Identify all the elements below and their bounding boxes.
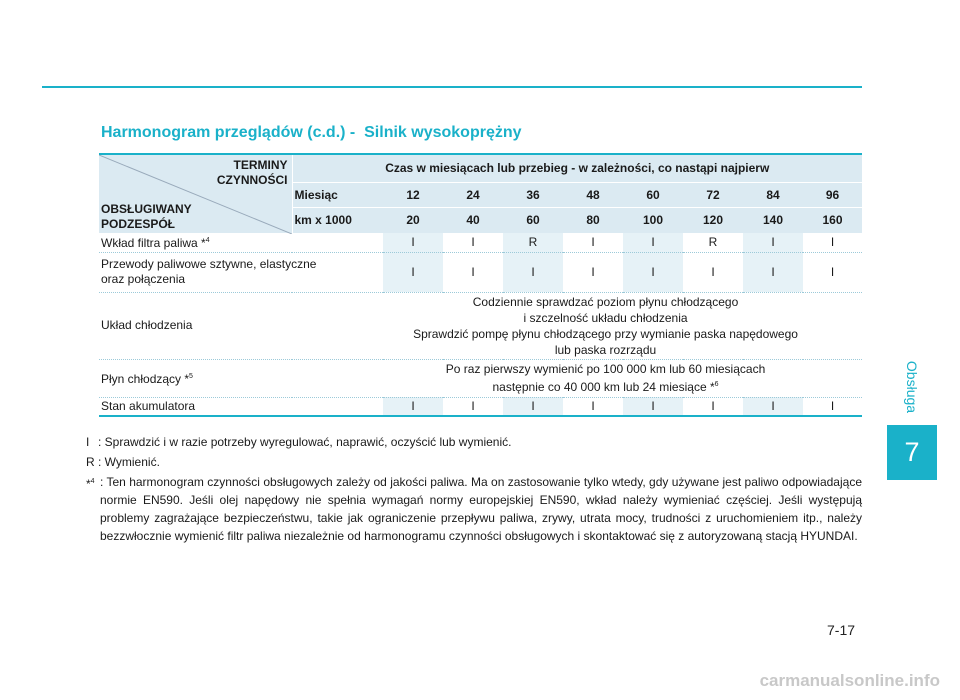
schedule-value: I [743, 252, 803, 292]
schedule-value: I [563, 397, 623, 416]
table-row-cooling [99, 292, 862, 359]
month-value: 36 [503, 182, 563, 207]
schedule-value: I [383, 252, 443, 292]
chapter-number: 7 [887, 425, 937, 480]
schedule-value: I [803, 397, 862, 416]
schedule-value: R [503, 233, 563, 252]
km-value: 140 [743, 207, 803, 233]
schedule-value: I [623, 397, 683, 416]
schedule-value: I [683, 397, 743, 416]
schedule-value: I [683, 252, 743, 292]
table-row-battery [99, 397, 862, 416]
month-value: 12 [383, 182, 443, 207]
schedule-value: I [503, 252, 563, 292]
header-title: Czas w miesiącach lub przebieg - w zależności, co nastąpi najpierw [292, 154, 862, 182]
month-value: 24 [443, 182, 503, 207]
schedule-value: I [443, 252, 503, 292]
legend-text: : Sprawdzić i w razie potrzeby wyregulować, naprawić, oczyścić lub wymienić. [98, 435, 512, 449]
schedule-value: I [591, 235, 595, 250]
legend-text: : Wymienić. [98, 455, 160, 469]
month-value: 84 [743, 182, 803, 207]
month-value: 60 [623, 182, 683, 207]
legend-note-text: : Ten harmonogram czynności obsługowych zależy od jakości paliwa. Ma on zastosowanie tylko wtedy, gdy używane jest paliwo odpowiadające normie EN590. Jeśli olej napędowy nie spełnia wymagań normy europejskiej EN590, wkład należy wymieniać częściej. Jeśli występują problemy zagrażające bezpieczeństwu, takie jak ograniczenie przepływu paliwa, zrywy, utrata mocy, trudności z uruchomieniem itp., należy bezzwłocznie wymienić filtr paliwa niezależnie od harmonogramu czynności obsługowych i skontaktować się z autoryzowaną stacją HYUNDAI. [100, 475, 862, 543]
km-value: 160 [803, 207, 862, 233]
schedule-value: I [803, 252, 862, 292]
cooling-note: Codziennie sprawdzać poziom płynu chłodzącego i szczelność układu chłodzenia Sprawdzić pompę płynu chłodzącego przy wymianie paska napędowego lub paska rozrządu [396, 292, 815, 359]
month-value: 48 [563, 182, 623, 207]
km-value: 20 [383, 207, 443, 233]
schedule-value: I [383, 397, 443, 416]
row-label: Wkład filtra paliwa *$^4$ [101, 236, 210, 251]
schedule-value: I [471, 235, 475, 250]
legend-item-i [86, 433, 862, 451]
month-value: 96 [803, 182, 862, 207]
table-corner-header [99, 154, 292, 233]
legend-item-note [86, 473, 862, 545]
schedule-value: I [830, 235, 835, 250]
km-value: 80 [563, 207, 623, 233]
maintenance-schedule-table [99, 153, 862, 417]
schedule-value: I [563, 252, 623, 292]
schedule-value: I [383, 233, 443, 252]
footer-watermark: carmanualsonline.info [759, 671, 940, 690]
legend-key: I [86, 435, 90, 449]
km-label: km x 1000 [292, 207, 383, 233]
corner-bottom-label: OBSŁUGIWANY PODZESPÓŁ [101, 202, 192, 231]
km-value: 40 [443, 207, 503, 233]
corner-top-label: TERMINY CZYNNOŚCI [216, 158, 288, 187]
page-number: 7-17 [827, 622, 856, 638]
legend-key: *$^4$ [86, 477, 95, 491]
table-row-fuel-lines [99, 252, 862, 292]
table-row-fuel-filter [99, 233, 862, 252]
row-label: Przewody paliwowe sztywne, elastyczne oraz połączenia [99, 252, 383, 292]
schedule-value: I [743, 233, 803, 252]
schedule-value: I [503, 397, 563, 416]
schedule-value: I [623, 252, 683, 292]
row-label: Stan akumulatora [99, 397, 383, 416]
schedule-value: I [623, 233, 683, 252]
km-value: 120 [683, 207, 743, 233]
legend [86, 433, 862, 545]
row-label: Płyn chłodzący *$^5$ [99, 359, 443, 397]
legend-item-r [86, 453, 862, 471]
schedule-value: I [443, 397, 503, 416]
km-value: 60 [503, 207, 563, 233]
legend-key: R [86, 455, 95, 469]
side-tab [887, 357, 937, 417]
row-label: Układ chłodzenia [99, 292, 443, 359]
km-value: 100 [623, 207, 683, 233]
schedule-value: R [708, 235, 718, 250]
top-rule [42, 86, 862, 88]
schedule-value: I [743, 397, 803, 416]
month-label: Miesiąc [292, 182, 383, 207]
month-value: 72 [683, 182, 743, 207]
coolant-note: Po raz pierwszy wymienić po 100 000 km lub 60 miesiącach następnie co 40 000 km lub 24 miesiące *$^6$ [396, 359, 815, 397]
page-title: Harmonogram przeglądów (c.d.) - Silnik wysokoprężny [101, 124, 522, 141]
table-row-coolant [99, 359, 862, 397]
side-tab-label: Obsługa [904, 360, 920, 414]
